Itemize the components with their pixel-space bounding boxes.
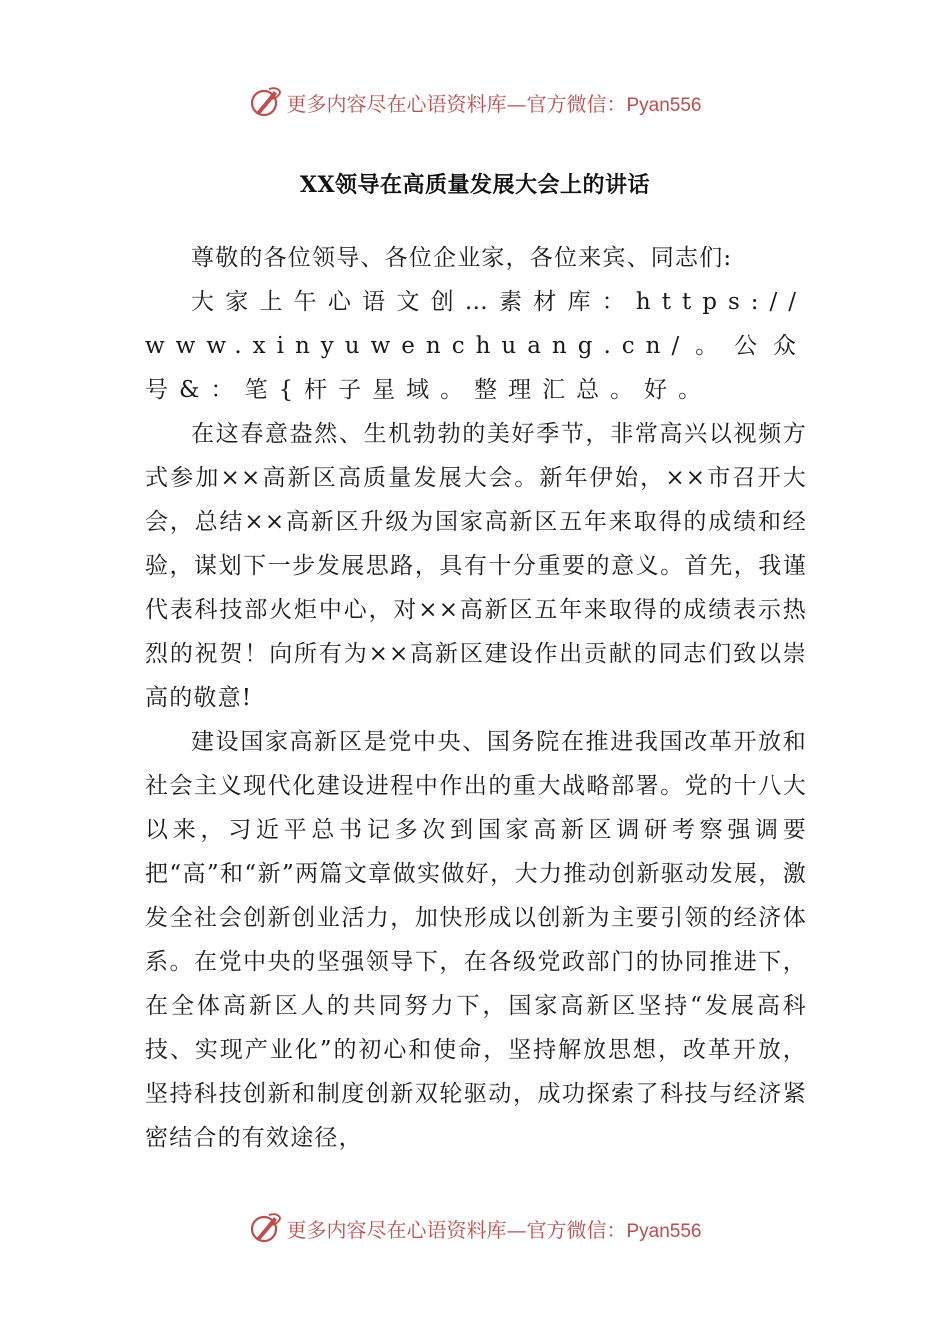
document-title: XX领导在高质量发展大会上的讲话 [299,172,651,198]
paragraph-salutation: 尊敬的各位领导、各位企业家，各位来宾、同志们: [191,245,733,271]
footer-wechat-id: Pyan556 [626,1220,702,1242]
footer-banner-text: 更多内容尽在心语资料库—官方微信：Pyan556 [286,1217,702,1242]
header-banner [0,82,950,122]
quill-logo-icon [248,85,282,119]
document-body [145,236,807,1160]
footer-banner [0,1208,950,1248]
paragraph-background: 建设国家高新区是党中央、国务院在推进我国改革开放和社会主义现代化建设进程中作出的重大战略部署。党的十八大以来，习近平总书记多次到国家高新区调研考察强调要把“高”和“新”两篇文章做实做好，大力推动创新驱动发展，激发全社会创新创业活力，加快形成以创新为主要引领的经济体系。在党中央的坚强领导下，在各级党政部门的协同推进下，在全体高新区人的共同努力下，国家高新区坚持“发展高科技、实现产业化”的初心和使命，坚持解放思想，改革开放，坚持科技创新和制度创新双轮驱动，成功探索了科技与经济紧密结合的有效途径， [145,729,807,1151]
quill-logo-icon [248,1211,282,1245]
paragraph-watermark-note: 大家上午心语文创…素材库：https://www.xinyuwenchuang.cn/。公众号&：笔{杆子星域。整理汇总。好。 [145,289,807,403]
header-banner-text: 更多内容尽在心语资料库—官方微信：Pyan556 [286,91,702,116]
header-wechat-id: Pyan556 [626,94,702,116]
paragraph-opening: 在这春意盎然、生机勃勃的美好季节，非常高兴以视频方式参加××高新区高质量发展大会。新年伊始，××市召开大会，总结××高新区升级为国家高新区五年来取得的成绩和经验，谋划下一步发展思路，具有十分重要的意义。首先，我谨代表科技部火炬中心，对××高新区五年来取得的成绩表示热烈的祝贺！向所有为××高新区建设作出贡献的同志们致以崇高的敬意! [145,421,807,711]
